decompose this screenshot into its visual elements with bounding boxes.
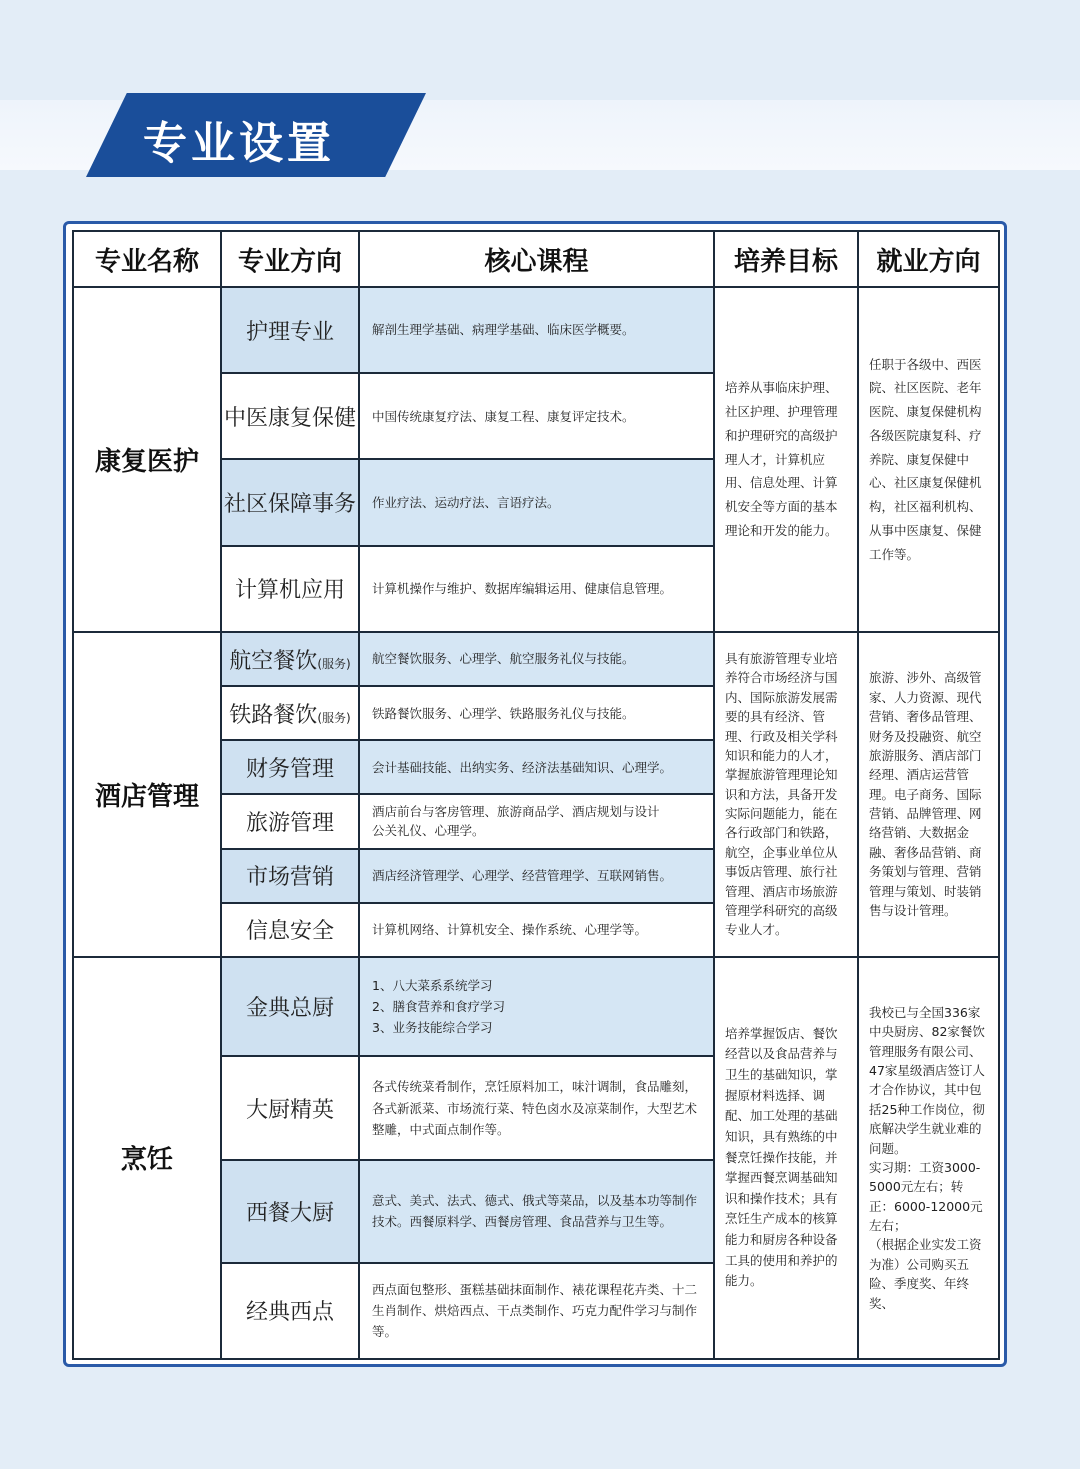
direction-cell — [221, 632, 359, 686]
goal-cell: 具有旅游管理专业培养符合市场经济与国内、国际旅游发展需要的具有经济、管理、行政及相关学科知识和能力的人才，掌握旅游管理理论知识和方法，具备开发实际问题能力，能在各行政部门和铁路，航空，企事业单位从事饭店管理、旅行社管理、酒店市场旅游管理学科研究的高级专业人才。 — [714, 632, 858, 957]
direction-suffix: (服务) — [317, 656, 351, 671]
major-name: 康复医护 — [73, 287, 221, 632]
page-title: 专业设置 — [143, 118, 335, 169]
course-cell: 航空餐饮服务、心理学、航空服务礼仪与技能。 — [359, 632, 714, 686]
header-row — [73, 231, 999, 287]
table-row — [73, 287, 999, 373]
direction-cell: 中医康复保健 — [221, 373, 359, 459]
direction-cell — [221, 686, 359, 740]
direction-cell: 市场营销 — [221, 849, 359, 903]
direction-cell: 财务管理 — [221, 740, 359, 794]
course-cell: 会计基础技能、出纳实务、经济法基础知识、心理学。 — [359, 740, 714, 794]
job-cell: 旅游、涉外、高级管家、人力资源、现代营销、奢侈品管理、财务及投融资、航空旅游服务、酒店部门经理、酒店运营管理。电子商务、国际营销、品牌管理、网络营销、大数据金融、奢侈品营销、商务策划与管理、营销管理与策划、时装销售与设计管理。 — [858, 632, 999, 957]
course-cell: 计算机网络、计算机安全、操作系统、心理学等。 — [359, 903, 714, 957]
direction-cell: 旅游管理 — [221, 794, 359, 848]
direction-cell: 信息安全 — [221, 903, 359, 957]
course-cell: 西点面包整形、蛋糕基础抹面制作、裱花课程花卉类、十二生肖制作、烘焙西点、干点类制作、巧克力配件学习与制作等。 — [359, 1263, 714, 1359]
direction-cell: 经典西点 — [221, 1263, 359, 1359]
program-table — [72, 230, 1000, 1360]
course-cell: 酒店前台与客房管理、旅游商品学、酒店规划与设计 公关礼仪、心理学。 — [359, 794, 714, 848]
direction-label: 航空餐饮 — [229, 648, 318, 674]
table-row — [73, 957, 999, 1056]
major-name: 烹饪 — [73, 957, 221, 1359]
course-cell: 作业疗法、运动疗法、言语疗法。 — [359, 459, 714, 545]
header-job: 就业方向 — [858, 231, 999, 287]
course-cell: 中国传统康复疗法、康复工程、康复评定技术。 — [359, 373, 714, 459]
course-cell: 解剖生理学基础、病理学基础、临床医学概要。 — [359, 287, 714, 373]
course-cell: 计算机操作与维护、数据库编辑运用、健康信息管理。 — [359, 546, 714, 632]
header-major: 专业名称 — [73, 231, 221, 287]
course-cell: 意式、美式、法式、德式、俄式等菜品，以及基本功等制作技术。西餐原料学、西餐房管理、食品营养与卫生等。 — [359, 1160, 714, 1262]
direction-cell: 西餐大厨 — [221, 1160, 359, 1262]
job-cell: 任职于各级中、西医院、社区医院、老年医院、康复保健机构各级医院康复科、疗养院、康复保健中心、社区康复保健机构，社区福利机构、从事中医康复、保健工作等。 — [858, 287, 999, 632]
header-course: 核心课程 — [359, 231, 714, 287]
course-cell: 酒店经济管理学、心理学、经营管理学、互联网销售。 — [359, 849, 714, 903]
direction-label: 铁路餐饮 — [229, 702, 318, 728]
direction-cell: 护理专业 — [221, 287, 359, 373]
course-cell: 1、八大菜系系统学习 2、膳食营养和食疗学习 3、业务技能综合学习 — [359, 957, 714, 1056]
direction-cell: 金典总厨 — [221, 957, 359, 1056]
goal-cell: 培养掌握饭店、餐饮经营以及食品营养与卫生的基础知识，掌握原材料选择、调配、加工处理的基础知识，具有熟练的中餐烹饪操作技能，并掌握西餐烹调基础知识和操作技术；具有烹饪生产成本的核算能力和厨房各种设备工具的使用和养护的能力。 — [714, 957, 858, 1359]
course-cell: 铁路餐饮服务、心理学、铁路服务礼仪与技能。 — [359, 686, 714, 740]
table-row — [73, 632, 999, 686]
major-name: 酒店管理 — [73, 632, 221, 957]
direction-cell: 社区保障事务 — [221, 459, 359, 545]
direction-cell: 大厨精英 — [221, 1056, 359, 1160]
goal-cell: 培养从事临床护理、社区护理、护理管理和护理研究的高级护理人才，计算机应用、信息处理、计算机安全等方面的基本理论和开发的能力。 — [714, 287, 858, 632]
course-cell: 各式传统菜肴制作，烹饪原料加工，味汁调制，食品雕刻，各式新派菜、市场流行菜、特色卤水及凉菜制作，大型艺术整雕，中式面点制作等。 — [359, 1056, 714, 1160]
direction-cell: 计算机应用 — [221, 546, 359, 632]
direction-suffix: (服务) — [317, 710, 351, 725]
job-cell: 我校已与全国336家中央厨房、82家餐饮管理服务有限公司、47家星级酒店签订人才合作协议，其中包括25种工作岗位，彻底解决学生就业难的问题。 实习期：工资3000-5000元左右；转正：6000-12000元左右； （根据企业实发工资为准）公司购买五险、季度奖、年终奖、 — [858, 957, 999, 1359]
header-goal: 培养目标 — [714, 231, 858, 287]
header-direction: 专业方向 — [221, 231, 359, 287]
